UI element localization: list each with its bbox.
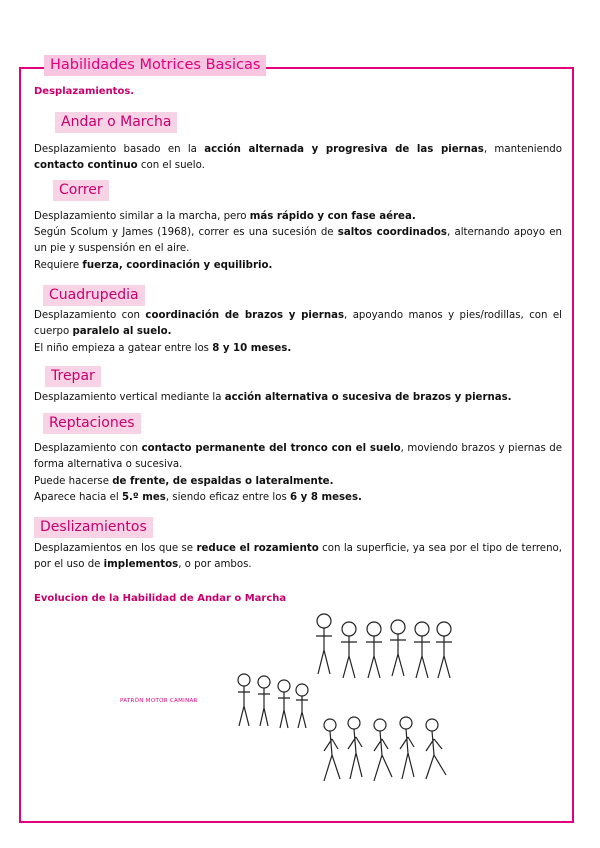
text-run: El niño empieza a gatear entre los xyxy=(34,343,213,354)
paragraph xyxy=(34,474,562,490)
heading-correr: Correr xyxy=(53,180,109,201)
bold-text: acción alternativa o sucesiva de brazos y piernas. xyxy=(224,392,512,403)
paragraph xyxy=(34,308,562,340)
text-run: , alternando apoyo en un pie y suspensión en el aire. xyxy=(34,227,562,254)
heading-trepar: Trepar xyxy=(45,366,101,387)
text-run: Aparece hacia el xyxy=(34,492,122,503)
bold-text: acción alternada y progresiva de las piernas xyxy=(204,144,484,155)
bold-text: contacto permanente del tronco con el suelo xyxy=(141,443,401,454)
bold-text: paralelo al suelo. xyxy=(72,326,172,337)
bold-text: 6 y 8 meses. xyxy=(290,492,362,503)
text-run: , moviendo brazos y piernas de forma alternativa o sucesiva. xyxy=(34,443,562,470)
heading-cuadrupedia: Cuadrupedia xyxy=(43,285,145,306)
bold-text: saltos coordinados xyxy=(337,227,447,238)
text-run: Desplazamiento vertical mediante la xyxy=(34,392,225,403)
text-run: Requiere xyxy=(34,260,83,271)
paragraph xyxy=(34,441,562,473)
section-label: Desplazamientos. xyxy=(34,86,135,97)
bold-text: 5.º mes xyxy=(121,492,166,503)
text-run: Desplazamiento basado en la xyxy=(34,144,205,155)
text-run: Puede hacerse xyxy=(34,476,113,487)
paragraph xyxy=(34,225,562,257)
bold-text: coordinación de brazos y piernas xyxy=(145,310,345,321)
walking-pattern-figure-bottom xyxy=(318,715,458,785)
bold-text: más rápido y con fase aérea. xyxy=(249,211,416,222)
heading-andar: Andar o Marcha xyxy=(55,112,177,133)
bold-text: fuerza, coordinación y equilibrio. xyxy=(82,260,273,271)
text-run: , o por ambos. xyxy=(178,559,252,570)
walking-pattern-figure-top xyxy=(312,612,457,680)
text-run: con el suelo. xyxy=(137,160,205,171)
paragraph xyxy=(34,341,562,357)
heading-reptaciones: Reptaciones xyxy=(43,413,141,434)
page-title: Habilidades Motrices Basicas xyxy=(44,55,266,76)
text-run: Desplazamiento con xyxy=(34,310,146,321)
paragraph xyxy=(34,490,562,506)
paragraph xyxy=(34,209,562,225)
text-run: Según Scolum y James (1968), correr es una sucesión de xyxy=(34,227,338,238)
text-run: , apoyando manos y pies/rodillas, con el cuerpo xyxy=(34,310,563,337)
bold-text: 8 y 10 meses. xyxy=(212,343,292,354)
paragraph xyxy=(34,390,562,406)
bold-text: contacto continuo xyxy=(34,160,138,171)
bold-text: reduce el rozamiento xyxy=(196,543,319,554)
text-run: Desplazamiento similar a la marcha, pero xyxy=(34,211,250,222)
paragraph xyxy=(34,541,562,573)
text-run: Desplazamientos en los que se xyxy=(34,543,197,554)
bold-text: implementos xyxy=(103,559,179,570)
figure-label: PATRÓN MOTOR CAMINAR xyxy=(120,698,198,704)
text-run: , manteniendo xyxy=(483,144,562,155)
text-run: con la superficie, ya sea por el tipo de terreno, por el uso de xyxy=(34,543,562,570)
bold-text: de frente, de espaldas o lateralmente. xyxy=(112,476,334,487)
text-run: , siendo eficaz entre los xyxy=(165,492,291,503)
walking-pattern-figure-small xyxy=(228,672,318,732)
heading-deslizamientos: Deslizamientos xyxy=(34,517,153,538)
text-run: Desplazamiento con xyxy=(34,443,142,454)
evolution-title: Evolucion de la Habilidad de Andar o Marcha xyxy=(34,593,287,604)
paragraph xyxy=(34,142,562,174)
paragraph xyxy=(34,258,562,274)
